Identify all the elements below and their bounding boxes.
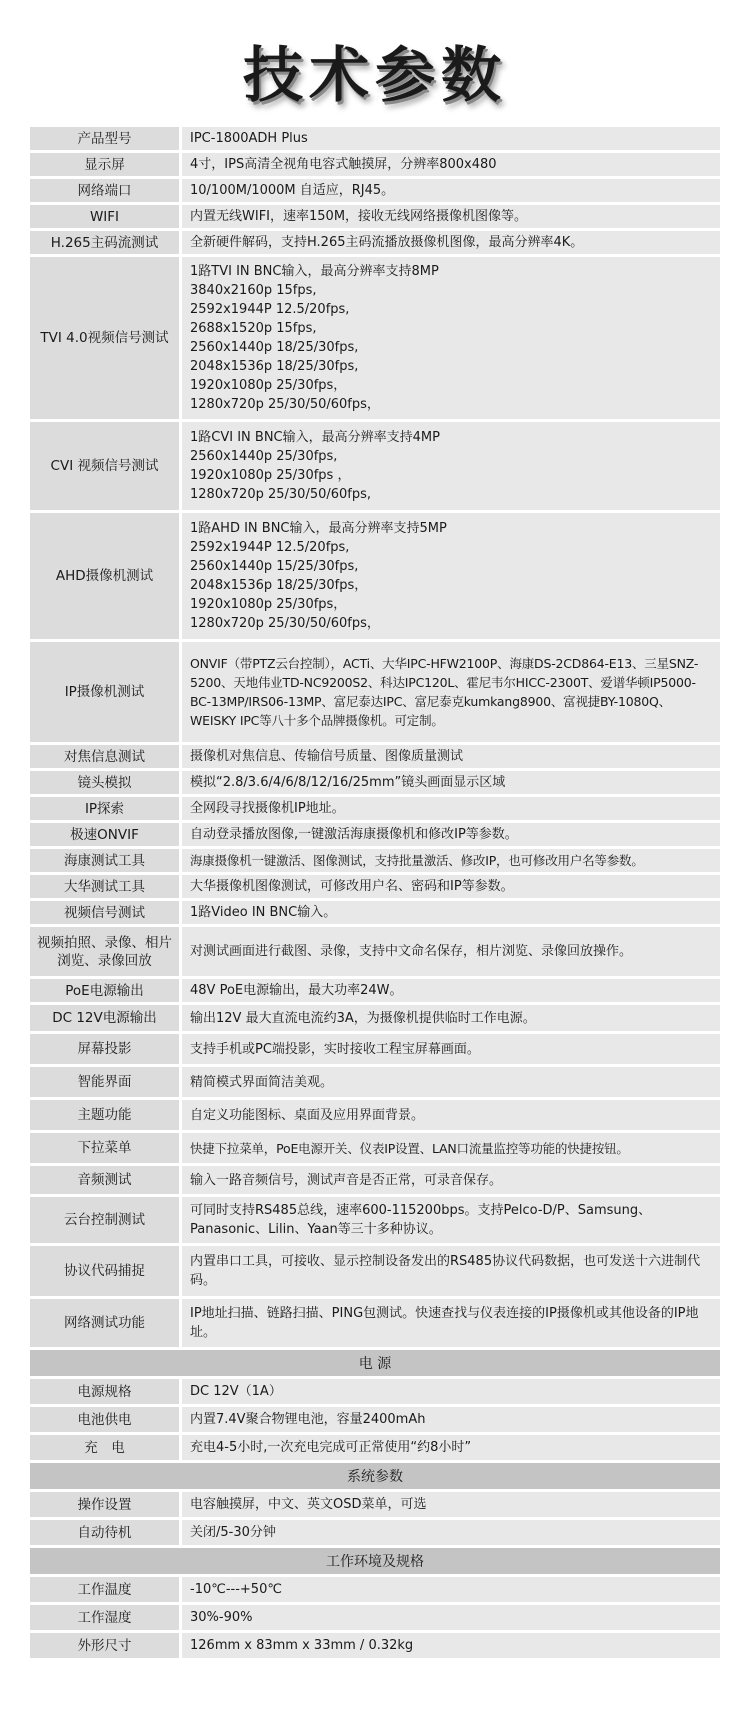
param-label: 充 电 — [30, 1435, 179, 1460]
param-value: 126mm x 83mm x 33mm / 0.32kg — [182, 1633, 720, 1658]
table-row — [30, 1166, 720, 1194]
table-row — [30, 1633, 720, 1658]
param-value: 关闭/5-30分钟 — [182, 1520, 720, 1545]
param-label: 协议代码捕捉 — [30, 1246, 179, 1296]
param-value: 1路CVI IN BNC输入，最高分辨率支持4MP 2560x1440p 25/30fps, 1920x1080p 25/30fps ， 1280x720p 25/30/50/60fps, — [182, 422, 720, 510]
table-row — [30, 823, 720, 846]
param-label: 屏幕投影 — [30, 1034, 179, 1064]
table-row — [30, 901, 720, 924]
param-value: 海康摄像机一键激活、图像测试，支持批量激活、修改IP，也可修改用户名等参数。 — [182, 849, 720, 872]
table-row — [30, 875, 720, 898]
param-label: 外形尺寸 — [30, 1633, 179, 1658]
param-value: IP地址扫描、链路扫描、PING包测试。快速查找与仪表连接的IP摄像机或其他设备的IP地址。 — [182, 1299, 720, 1347]
param-value: IPC-1800ADH Plus — [182, 127, 720, 150]
param-label: AHD摄像机测试 — [30, 513, 179, 639]
param-label: H.265主码流测试 — [30, 231, 179, 254]
param-label: 电池供电 — [30, 1407, 179, 1432]
param-value: 摄像机对焦信息、传输信号质量、图像质量测试 — [182, 745, 720, 768]
param-label: 下拉菜单 — [30, 1133, 179, 1163]
table-row — [30, 1246, 720, 1296]
table-row — [30, 979, 720, 1002]
param-label: 工作温度 — [30, 1577, 179, 1602]
param-label: 产品型号 — [30, 127, 179, 150]
table-row — [30, 771, 720, 794]
param-label: 镜头模拟 — [30, 771, 179, 794]
param-value: 内置串口工具，可接收、显示控制设备发出的RS485协议代码数据，也可发送十六进制代码。 — [182, 1246, 720, 1296]
table-row — [30, 1197, 720, 1243]
table-row — [30, 1577, 720, 1602]
table-row — [30, 179, 720, 202]
param-label: 网络端口 — [30, 179, 179, 202]
table-row — [30, 1492, 720, 1517]
param-value: 全新硬件解码，支持H.265主码流播放摄像机图像，最高分辨率4K。 — [182, 231, 720, 254]
param-label: 海康测试工具 — [30, 849, 179, 872]
param-label: 显示屏 — [30, 153, 179, 176]
table-row — [30, 1520, 720, 1545]
table-row — [30, 513, 720, 639]
param-label: 主题功能 — [30, 1100, 179, 1130]
param-label: 云台控制测试 — [30, 1197, 179, 1243]
table-row — [30, 257, 720, 419]
param-label: 视频信号测试 — [30, 901, 179, 924]
table-row — [30, 1435, 720, 1460]
section-header-system: 系统参数 — [30, 1463, 720, 1489]
table-row — [30, 1299, 720, 1347]
table-row — [30, 422, 720, 510]
param-value: -10℃---+50℃ — [182, 1577, 720, 1602]
param-value: 1路TVI IN BNC输入，最高分辨率支持8MP 3840x2160p 15fps, 2592x1944P 12.5/20fps, 2688x1520p 15fps, 2560x1440p 18/25/30fps, 2048x1536p 18/25/30fps, 1920x1080p 25/30fps， 1280x720p 25/30/50/60fps， — [182, 257, 720, 419]
param-label: 视频拍照、录像、相片浏览、录像回放 — [30, 927, 179, 976]
param-value: 对测试画面进行截图、录像，支持中文命名保存，相片浏览、录像回放操作。 — [182, 927, 720, 976]
table-row — [30, 205, 720, 228]
param-value: 10/100M/1000M 自适应，RJ45。 — [182, 179, 720, 202]
table-row — [30, 797, 720, 820]
table-row — [30, 1100, 720, 1130]
page-title: 技术参数 — [243, 41, 507, 111]
table-row — [30, 1133, 720, 1163]
param-label: IP摄像机测试 — [30, 642, 179, 742]
table-row — [30, 745, 720, 768]
param-value: 48V PoE电源输出，最大功率24W。 — [182, 979, 720, 1002]
param-label: 操作设置 — [30, 1492, 179, 1517]
param-value: 支持手机或PC端投影，实时接收工程宝屏幕画面。 — [182, 1034, 720, 1064]
param-value: 大华摄像机图像测试，可修改用户名、密码和IP等参数。 — [182, 875, 720, 898]
table-row — [30, 1379, 720, 1404]
table-row — [30, 642, 720, 742]
param-value: 内置7.4V聚合物锂电池，容量2400mAh — [182, 1407, 720, 1432]
param-value: 可同时支持RS485总线，速率600-115200bps。支持Pelco-D/P、Samsung、Panasonic、Lilin、Yaan等三十多种协议。 — [182, 1197, 720, 1243]
param-label: 网络测试功能 — [30, 1299, 179, 1347]
param-label: 音频测试 — [30, 1166, 179, 1194]
table-row — [30, 1407, 720, 1432]
param-value: 1路Video IN BNC输入。 — [182, 901, 720, 924]
table-row — [30, 1034, 720, 1064]
param-label: 自动待机 — [30, 1520, 179, 1545]
param-label: CVI 视频信号测试 — [30, 422, 179, 510]
param-label: 智能界面 — [30, 1067, 179, 1097]
table-row — [30, 927, 720, 976]
param-value: 充电4-5小时,一次充电完成可正常使用“约8小时” — [182, 1435, 720, 1460]
param-label: 对焦信息测试 — [30, 745, 179, 768]
param-label: 工作湿度 — [30, 1605, 179, 1630]
param-label: WIFI — [30, 205, 179, 228]
param-value: 输出12V 最大直流电流约3A，为摄像机提供临时工作电源。 — [182, 1005, 720, 1031]
param-label: 大华测试工具 — [30, 875, 179, 898]
param-value: 快捷下拉菜单，PoE电源开关、仪表IP设置、LAN口流量监控等功能的快捷按钮。 — [182, 1133, 720, 1163]
param-value: 电容触摸屏，中文、英文OSD菜单，可选 — [182, 1492, 720, 1517]
param-label: TVI 4.0视频信号测试 — [30, 257, 179, 419]
param-value: 4寸，IPS高清全视角电容式触摸屏，分辨率800x480 — [182, 153, 720, 176]
param-label: PoE电源输出 — [30, 979, 179, 1002]
spec-table — [30, 127, 720, 1661]
table-row — [30, 1067, 720, 1097]
param-value: 30%-90% — [182, 1605, 720, 1630]
section-header-power: 电 源 — [30, 1350, 720, 1376]
param-value: 输入一路音频信号，测试声音是否正常，可录音保存。 — [182, 1166, 720, 1194]
param-value: 全网段寻找摄像机IP地址。 — [182, 797, 720, 820]
table-row — [30, 127, 720, 150]
table-row — [30, 1005, 720, 1031]
param-label: IP探索 — [30, 797, 179, 820]
param-value: 模拟“2.8/3.6/4/6/8/12/16/25mm”镜头画面显示区域 — [182, 771, 720, 794]
param-value: 精简模式界面简洁美观。 — [182, 1067, 720, 1097]
param-value: 自定义功能图标、桌面及应用界面背景。 — [182, 1100, 720, 1130]
param-value: 1路AHD IN BNC输入，最高分辨率支持5MP 2592x1944P 12.5/20fps, 2560x1440p 15/25/30fps, 2048x1536p 18/25/30fps， 1920x1080p 25/30fps， 1280x720p 25/30/50/60fps， — [182, 513, 720, 639]
param-value: 自动登录播放图像,一键激活海康摄像机和修改IP等参数。 — [182, 823, 720, 846]
table-row — [30, 1605, 720, 1630]
param-label: 极速ONVIF — [30, 823, 179, 846]
table-row — [30, 153, 720, 176]
table-row — [30, 849, 720, 872]
table-row — [30, 231, 720, 254]
param-value: 内置无线WIFI，速率150M，接收无线网络摄像机图像等。 — [182, 205, 720, 228]
param-label: DC 12V电源输出 — [30, 1005, 179, 1031]
param-value: DC 12V（1A） — [182, 1379, 720, 1404]
param-label: 电源规格 — [30, 1379, 179, 1404]
section-header-environment: 工作环境及规格 — [30, 1548, 720, 1574]
param-value: ONVIF（带PTZ云台控制），ACTi、大华IPC-HFW2100P、海康DS-2CD864-E13、三星SNZ-5200、天地伟业TD-NC9200S2、科达IPC120L、霍尼韦尔HICC-2300T、爱谱华顿IP5000-BC-13MP/IRS06-13MP、富尼泰达IPC、富尼泰克kumkang8900、富视捷BY-1080Q、WEISKY IPC等八十多个品牌摄像机。可定制。 — [182, 642, 720, 742]
